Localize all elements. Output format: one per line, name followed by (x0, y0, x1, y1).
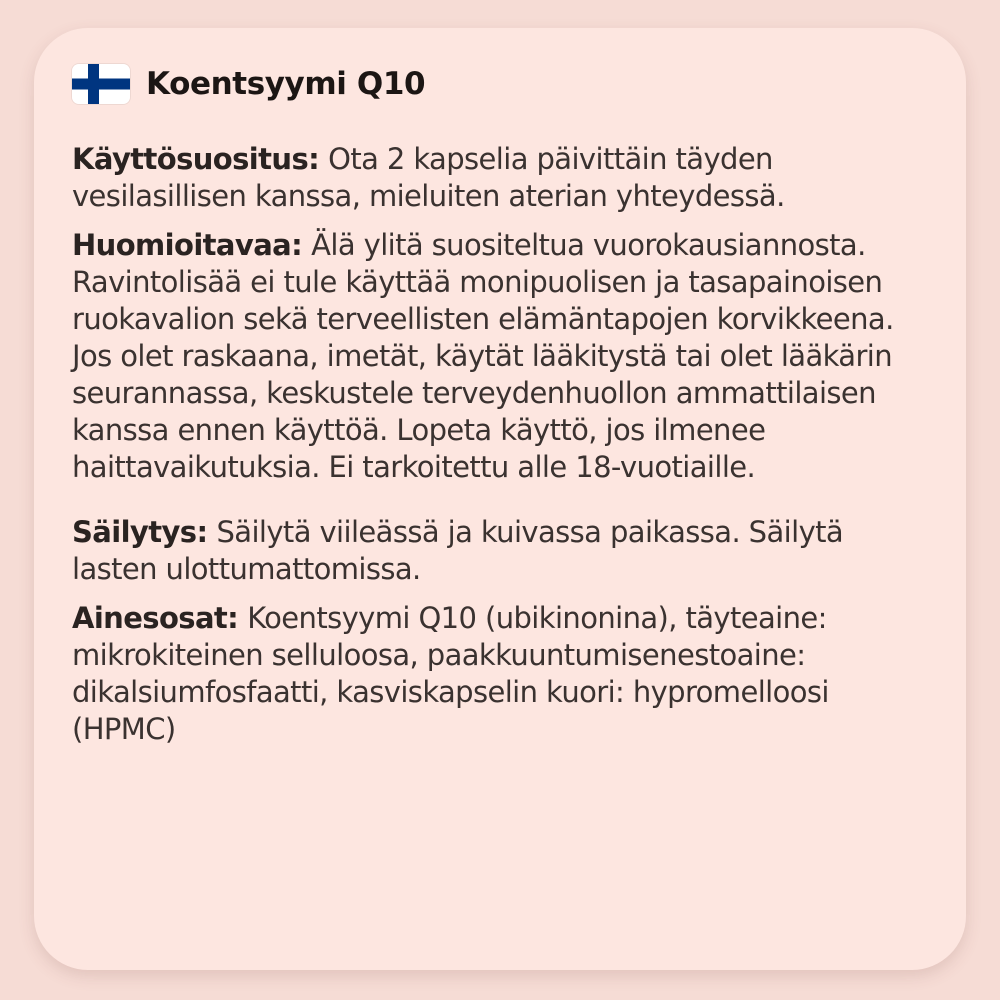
finland-flag-icon (72, 64, 130, 104)
ingredients-text: Koentsyymi Q10 (ubikinonina), täyteaine: mikrokiteinen selluloosa, paakkuuntumisenestoaine: dikalsiumfosfaatti, kasviskapselin kuori: hypromelloosi (HPMC) (72, 601, 829, 746)
warnings-label: Huomioitavaa: (72, 228, 303, 262)
flag-horizontal-stripe (72, 79, 130, 90)
card-header (72, 61, 930, 107)
warnings-text: Älä ylitä suositeltua vuorokausiannosta. Ravintolisää ei tule käyttää monipuolisen ja tasapainoisen ruokavalion sekä terveellisten elämäntapojen korvikkeena. Jos olet raskaana, imetät, käytät lääkitystä tai olet lääkärin seurannassa, keskustele terveydenhuollon ammattilaisen kanssa ennen käyttöä. Lopeta käyttö, jos ilmenee haittavaikutuksia. Ei tarkoitettu alle 18-vuotiaille. (72, 228, 894, 484)
storage-label: Säilytys: (72, 515, 208, 549)
usage-label: Käyttösuositus: (72, 142, 320, 176)
ingredients-section (72, 600, 930, 748)
product-info-card (34, 28, 966, 970)
finland-flag-graphic (72, 64, 130, 104)
usage-text: Ota 2 kapselia päivittäin täyden vesilasillisen kanssa, mieluiten aterian yhteydessä. (72, 142, 785, 213)
warnings-section (72, 227, 930, 486)
storage-section (72, 514, 930, 588)
ingredients-label: Ainesosat: (72, 601, 239, 635)
product-title: Koentsyymi Q10 (146, 66, 426, 102)
storage-text: Säilytä viileässä ja kuivassa paikassa. Säilytä lasten ulottumattomissa. (72, 515, 844, 586)
usage-section (72, 141, 930, 215)
